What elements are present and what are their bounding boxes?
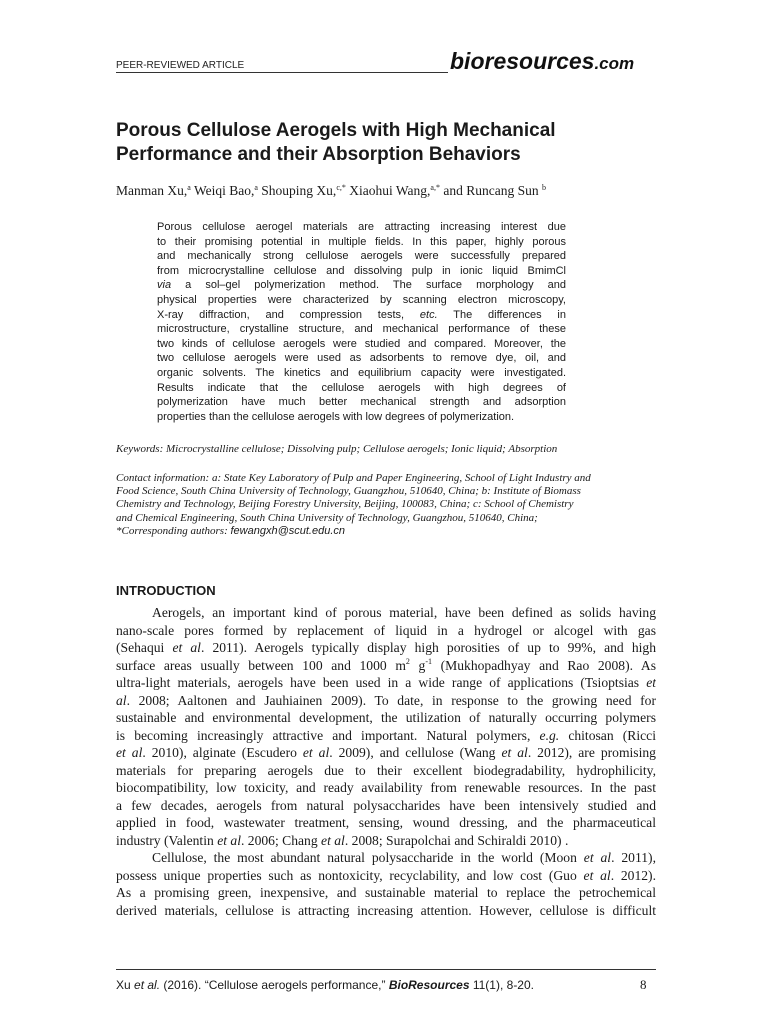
title-line-1: Porous Cellulose Aerogels with High Mechanical — [116, 120, 556, 141]
abstract-line: to their promising potential in multiple fields. In this paper, highly porous — [157, 235, 566, 248]
body-line: applied in food, wastewater treatment, sensing, wound dressing, and the pharmaceutical — [116, 815, 656, 830]
site-logo — [450, 48, 634, 75]
author-affiliation: a,* — [430, 183, 440, 192]
body-line: sustainable and environmental development, the utilization of naturally occurring polymers — [116, 710, 656, 725]
author-name: Weiqi Bao, — [190, 183, 255, 198]
body-line: ultra-light materials, aerogels have been used in a wide range of applications (Tsioptsias et — [116, 675, 656, 690]
author-affiliation: a — [254, 183, 258, 192]
author-affiliation: a — [187, 183, 191, 192]
abstract-line: Porous cellulose aerogel materials are attracting increasing interest due — [157, 221, 566, 233]
page-number: 8 — [640, 977, 647, 992]
footer-rule — [116, 969, 656, 970]
cite-etal: et al. — [134, 978, 161, 992]
cite-title: (2016). “Cellulose aerogels performance,” — [160, 978, 389, 992]
author-name: Shouping Xu, — [257, 183, 337, 198]
abstract — [157, 220, 566, 424]
body-line: (Sehaqui et al. 2011). Aerogels typically display high porosities of up to 99%, and high — [116, 640, 656, 655]
site-logo-suffix: .com — [594, 54, 635, 73]
body-line: nano-scale pores formed by replacement of liquid in a hydrogel or alcogel with gas — [116, 622, 656, 638]
footer-citation — [116, 978, 534, 992]
body-line: is becoming increasingly attractive and important. Natural polymers, e.g. chitosan (Ricci — [116, 727, 656, 743]
body-line: As a promising green, inexpensive, and sustainable material to replace the petrochemical — [116, 885, 656, 900]
contact-information — [116, 472, 661, 538]
author-name: Manman Xu, — [116, 183, 188, 198]
contact-line: and Chemical Engineering, South China University of Technology, Guangzhou, 510640, China; — [116, 511, 538, 524]
section-heading: INTRODUCTION — [116, 583, 216, 598]
author-list — [116, 183, 676, 199]
abstract-line: and mechanically strong cellulose aerogels were successfully prepared — [157, 250, 566, 263]
contact-line: Food Science, South China University of Technology, Guangzhou, 510640, China; b: Institute of Biomass — [116, 485, 581, 498]
section-label: PEER-REVIEWED ARTICLE — [116, 60, 245, 71]
body-line: biocompatibility, low toxicity, and ready availability from renewable resources. In the past — [116, 780, 656, 795]
header-rule — [116, 72, 448, 73]
abstract-line: two kinds of cellulose aerogels were studied and compared. Moreover, the — [157, 337, 566, 350]
site-logo-main: bioresources — [450, 48, 595, 74]
contact-line: Chemistry and Technology, Beijing Forestry University, Beijing, 100083, China; c: School of Chemistry — [116, 498, 574, 511]
abstract-line: via a sol–gel polymerization method. The surface morphology and — [157, 279, 566, 292]
body-line: materials for preparing aerogels due to their excellent biodegradability, hydrophilicity, — [116, 762, 656, 778]
author-name: Xiaohui Wang, — [345, 183, 431, 198]
body-text — [116, 604, 656, 919]
abstract-line: microstructure, crystalline structure, and mechanical performance of these — [157, 323, 566, 336]
abstract-line: organic solvents. The kinetics and equilibrium capacity were investigated. — [157, 366, 566, 379]
author-affiliation: b — [541, 183, 546, 192]
body-line: possess unique properties such as nontoxicity, recyclability, and low cost (Guo et al. 2012). — [116, 867, 656, 883]
body-line: Aerogels, an important kind of porous material, have been defined as solids having — [152, 605, 656, 620]
abstract-line: X-ray diffraction, and compression tests, etc. The differences in — [157, 308, 566, 321]
abstract-line: properties than the cellulose aerogels with low degrees of polymerization. — [157, 410, 515, 423]
cite-journal: BioResources — [388, 978, 470, 992]
keywords: Keywords: Microcrystalline cellulose; Dissolving pulp; Cellulose aerogels; Ionic liquid; Absorption — [116, 443, 558, 455]
abstract-line: from microcrystalline cellulose and dissolving pulp in ionic liquid BmimCl — [157, 264, 566, 277]
corresponding-prefix: *Corresponding authors: — [116, 524, 231, 537]
body-line: a few decades, aerogels from natural polysaccharides have been intensively studied and — [116, 797, 656, 813]
abstract-line: polymerization have much better mechanical strength and adsorption — [157, 396, 566, 409]
abstract-line: Results indicate that the cellulose aerogels with high degrees of — [157, 381, 566, 394]
abstract-line: two cellulose aerogels were used as adsorbents to remove dye, oil, and — [157, 352, 566, 365]
body-line: industry (Valentin et al. 2006; Chang et al. 2008; Surapolchai and Schiraldi 2010) . — [116, 832, 569, 848]
cite-volume: 11(1), 8-20. — [469, 978, 534, 992]
body-line: surface areas usually between 100 and 1000 $m^2$ $g^{-1}$ (Mukhopadhyay and Rao 2008). As — [116, 656, 656, 673]
body-line: Cellulose, the most abundant natural polysaccharide in the world (Moon et al. 2011), — [152, 850, 656, 865]
author-affiliation: c,* — [336, 183, 346, 192]
corresponding-email-link[interactable]: fewangxh@scut.edu.cn — [230, 524, 346, 537]
contact-line: Contact information: a: State Key Laboratory of Pulp and Paper Engineering, School of Light Industry and — [116, 472, 591, 484]
title-line-2: Performance and their Absorption Behaviors — [116, 144, 521, 165]
body-line: derived materials, cellulose is attracting increasing attention. However, cellulose is difficult — [116, 902, 656, 918]
cite-authors: Xu — [116, 978, 135, 992]
body-line: et al. 2010), alginate (Escudero et al. 2009), and cellulose (Wang et al. 2012), are promising — [116, 745, 656, 760]
abstract-line: physical properties were characterized by scanning electron microscopy, — [157, 293, 566, 306]
body-line: al. 2008; Aaltonen and Jauhiainen 2009). To date, in response to the growing need for — [116, 692, 656, 708]
author-name: and Runcang Sun — [439, 183, 542, 198]
corresponding-authors — [116, 525, 661, 538]
article-title — [116, 119, 656, 167]
